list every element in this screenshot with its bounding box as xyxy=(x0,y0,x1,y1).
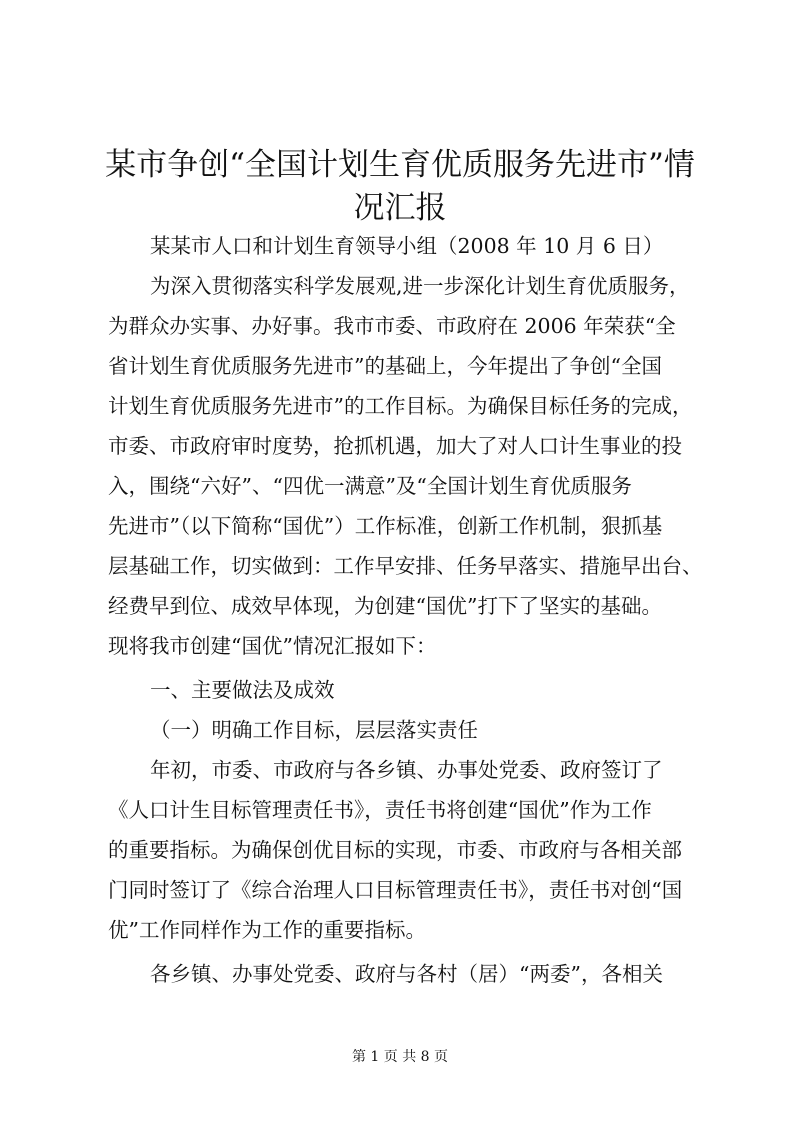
author-date-line: 某某市人口和计划生育领导小组（2008 年 10 月 6 日） xyxy=(150,234,664,258)
body-line: 各乡镇、办事处党委、政府与各村（居）“两委”，各相关 xyxy=(150,962,663,986)
body-line: 年初，市委、市政府与各乡镇、办事处党委、政府签订了 xyxy=(150,758,663,782)
body-line: 计划生育优质服务先进市”的工作目标。为确保目标任务的完成， xyxy=(108,394,693,418)
body-line: 经费早到位、成效早体现，为创建“国优”打下了坚实的基础。 xyxy=(108,594,662,618)
body-line: 门同时签订了《综合治理人口目标管理责任书》，责任书对创“国 xyxy=(108,878,683,902)
body-line: 入，围绕“六好”、“四优一满意”及“全国计划生育优质服务 xyxy=(108,474,632,498)
body-line: 《人口计生目标管理责任书》，责任书将创建“国优”作为工作 xyxy=(108,798,652,822)
document-title-line-2: 况汇报 xyxy=(353,190,447,226)
body-line: 省计划生育优质服务先进市”的基础上，今年提出了争创“全国 xyxy=(108,354,662,378)
subsection-heading: （一）明确工作目标，层层落实责任 xyxy=(150,718,478,742)
body-line: 市委、市政府审时度势，抢抓机遇，加大了对人口计生事业的投 xyxy=(108,434,682,458)
document-title-line-1: 某市争创“全国计划生育优质服务先进市”情 xyxy=(105,147,695,183)
body-line: 层基础工作，切实做到：工作早安排、任务早落实、措施早出台、 xyxy=(108,554,703,578)
body-line: 的重要指标。为确保创优目标的实现，市委、市政府与各相关部 xyxy=(108,838,682,862)
body-line: 先进市”（以下简称“国优”）工作标准，创新工作机制，狠抓基 xyxy=(108,514,663,538)
section-heading: 一、主要做法及成效 xyxy=(150,678,335,702)
body-line: 优”工作同样作为工作的重要指标。 xyxy=(108,918,426,942)
body-line: 为群众办实事、办好事。我市市委、市政府在 2006 年荣获“全 xyxy=(108,314,676,338)
body-line: 为深入贯彻落实科学发展观,进一步深化计划生育优质服务， xyxy=(150,274,690,298)
body-line: 现将我市创建“国优”情况汇报如下： xyxy=(108,634,437,658)
page-number-footer: 第 1 页 共 8 页 xyxy=(351,1049,449,1065)
